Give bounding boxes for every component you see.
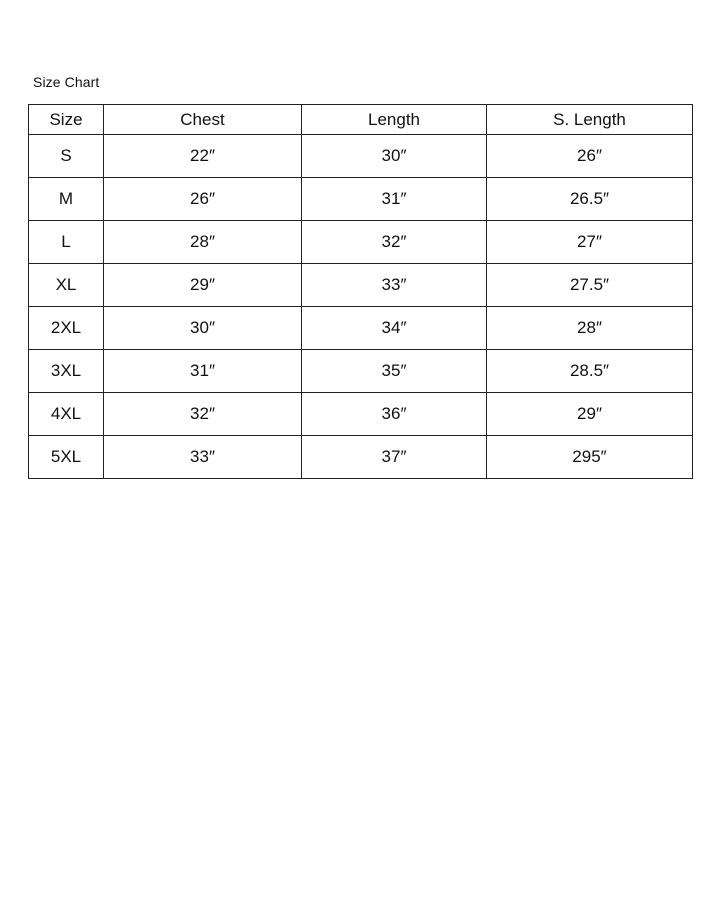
table-row bbox=[29, 436, 693, 479]
header-chest: Chest bbox=[104, 105, 302, 135]
cell-size: L bbox=[29, 221, 104, 264]
cell-chest: 22″ bbox=[104, 135, 302, 178]
cell-s-length: 29″ bbox=[487, 393, 693, 436]
cell-s-length: 26″ bbox=[487, 135, 693, 178]
table-header-row bbox=[29, 105, 693, 135]
cell-length: 37″ bbox=[302, 436, 487, 479]
cell-s-length: 295″ bbox=[487, 436, 693, 479]
cell-chest: 31″ bbox=[104, 350, 302, 393]
cell-length: 36″ bbox=[302, 393, 487, 436]
cell-size: M bbox=[29, 178, 104, 221]
header-length: Length bbox=[302, 105, 487, 135]
cell-chest: 33″ bbox=[104, 436, 302, 479]
cell-size: XL bbox=[29, 264, 104, 307]
header-size: Size bbox=[29, 105, 104, 135]
cell-length: 35″ bbox=[302, 350, 487, 393]
table-row bbox=[29, 307, 693, 350]
cell-s-length: 26.5″ bbox=[487, 178, 693, 221]
cell-size: 2XL bbox=[29, 307, 104, 350]
cell-chest: 28″ bbox=[104, 221, 302, 264]
cell-length: 31″ bbox=[302, 178, 487, 221]
cell-length: 30″ bbox=[302, 135, 487, 178]
cell-size: 4XL bbox=[29, 393, 104, 436]
cell-size: 5XL bbox=[29, 436, 104, 479]
cell-length: 33″ bbox=[302, 264, 487, 307]
table-row bbox=[29, 264, 693, 307]
cell-s-length: 27.5″ bbox=[487, 264, 693, 307]
page-title: Size Chart bbox=[33, 74, 100, 90]
cell-length: 32″ bbox=[302, 221, 487, 264]
table-row bbox=[29, 178, 693, 221]
cell-chest: 30″ bbox=[104, 307, 302, 350]
cell-chest: 32″ bbox=[104, 393, 302, 436]
size-chart-table bbox=[28, 104, 693, 479]
cell-s-length: 28″ bbox=[487, 307, 693, 350]
cell-size: 3XL bbox=[29, 350, 104, 393]
cell-length: 34″ bbox=[302, 307, 487, 350]
header-s-length: S. Length bbox=[487, 105, 693, 135]
cell-s-length: 28.5″ bbox=[487, 350, 693, 393]
table-row bbox=[29, 350, 693, 393]
table-row bbox=[29, 393, 693, 436]
table-row bbox=[29, 135, 693, 178]
cell-chest: 26″ bbox=[104, 178, 302, 221]
table-row bbox=[29, 221, 693, 264]
cell-s-length: 27″ bbox=[487, 221, 693, 264]
cell-size: S bbox=[29, 135, 104, 178]
cell-chest: 29″ bbox=[104, 264, 302, 307]
